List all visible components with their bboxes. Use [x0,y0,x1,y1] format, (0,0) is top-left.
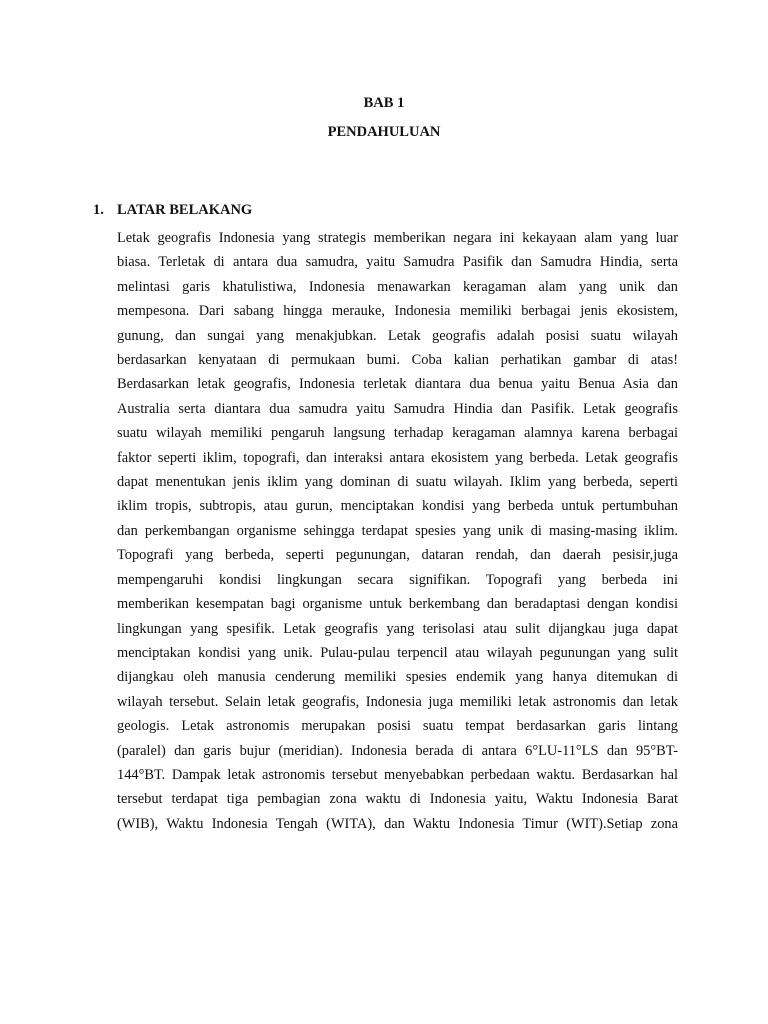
paragraph-line: suatu wilayah memiliki pengaruh langsung terhadap keragaman alamnya karena berbagai [117,425,678,442]
paragraph-line: gunung, dan sungai yang menakjubkan. Letak geografis adalah posisi suatu wilayah [117,327,678,344]
paragraph-line: dapat menentukan jenis iklim yang dominan di suatu wilayah. Iklim yang berbeda, seperti [117,474,678,491]
paragraph-line: dijangkau oleh manusia cenderung memiliki spesies endemik yang hanya ditemukan di [117,669,678,686]
paragraph-line: mempengaruhi kondisi lingkungan secara signifikan. Topografi yang berbeda ini [117,571,678,588]
paragraph-line: berdasarkan kenyataan di permukaan bumi. Coba kalian perhatikan gambar di atas! [117,352,678,369]
paragraph-line: faktor seperti iklim, topografi, dan interaksi antara ekosistem yang berbeda. Letak geografis [117,449,678,466]
paragraph-line: memberikan kesempatan bagi organisme untuk berkembang dan beradaptasi dengan kondisi [117,596,678,613]
section-title: LATAR BELAKANG [117,202,253,218]
body-paragraph [117,226,678,836]
chapter-title: PENDAHULUAN [327,124,441,140]
paragraph-line: Berdasarkan letak geografis, Indonesia terletak diantara dua benua yaitu Benua Asia dan [117,376,678,393]
paragraph-line: Australia serta diantara dua samudra yaitu Samudra Hindia dan Pasifik. Letak geografis [117,400,678,417]
section-number: 1. [93,202,104,218]
paragraph-line: wilayah tersebut. Selain letak geografis, Indonesia juga memiliki letak astronomis dan letak [117,693,678,710]
paragraph-line: (paralel) dan garis bujur (meridian). Indonesia berada di antara 6°LU-11°LS dan 95°BT- [117,742,678,759]
paragraph-line: Topografi yang berbeda, seperti pegunungan, dataran rendah, dan daerah pesisir,juga [117,547,678,564]
paragraph-line: iklim tropis, subtropis, atau gurun, menciptakan kondisi yang berbeda untuk pertumbuhan [117,498,678,515]
paragraph-line: lingkungan yang spesifik. Letak geografis yang terisolasi atau sulit dijangkau juga dapat [117,620,678,637]
paragraph-line: menciptakan kondisi yang unik. Pulau-pulau terpencil atau wilayah pegunungan yang sulit [117,644,678,661]
paragraph-line: biasa. Terletak di antara dua samudra, yaitu Samudra Pasifik dan Samudra Hindia, serta [117,254,678,271]
paragraph-line: Letak geografis Indonesia yang strategis memberikan negara ini kekayaan alam yang luar [117,230,678,246]
paragraph-line: 144°BT. Dampak letak astronomis tersebut menyebabkan perbedaan waktu. Berdasarkan hal [117,766,678,783]
paragraph-line: melintasi garis khatulistiwa, Indonesia menawarkan keragaman alam yang unik dan [117,278,678,295]
paragraph-line: (WIB), Waktu Indonesia Tengah (WITA), dan Waktu Indonesia Timur (WIT).Setiap zona [117,815,678,832]
paragraph-line: tersebut terdapat tiga pembagian zona waktu di Indonesia yaitu, Waktu Indonesia Barat [117,791,678,808]
paragraph-line: dan perkembangan organisme sehingga terdapat spesies yang unik di masing-masing iklim. [117,522,678,539]
paragraph-line: geologis. Letak astronomis merupakan posisi suatu tempat berdasarkan garis lintang [117,718,678,735]
chapter-number: BAB 1 [363,95,405,111]
paragraph-line: mempesona. Dari sabang hingga merauke, Indonesia memiliki berbagai jenis ekosistem, [117,303,678,320]
section-heading [93,201,252,219]
